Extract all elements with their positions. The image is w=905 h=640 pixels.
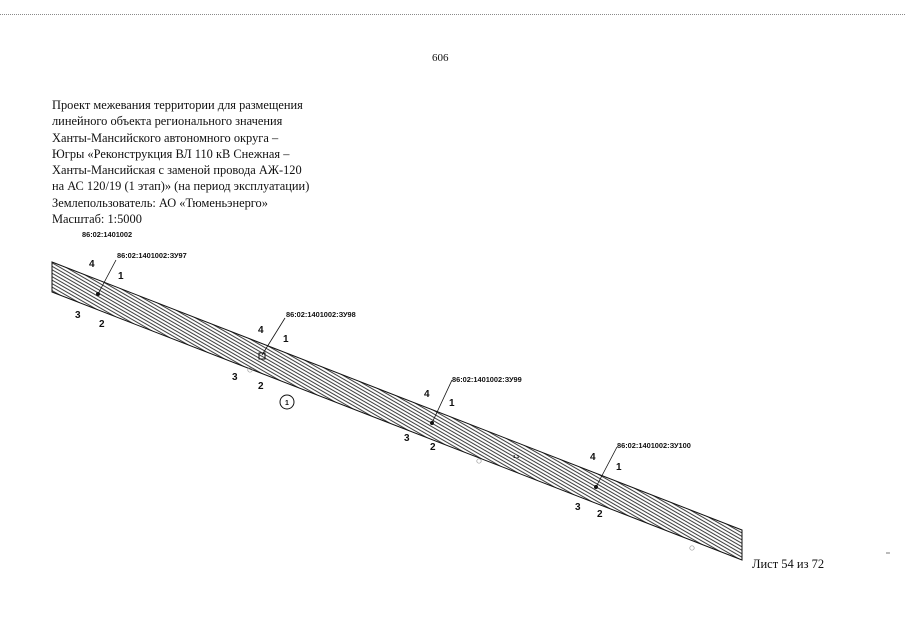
corner-label: 2 (258, 381, 264, 392)
corner-label: 1 (449, 398, 455, 409)
corner-label: 1 (283, 334, 289, 345)
corner-label: 2 (430, 442, 436, 453)
corner-label: 2 (597, 509, 603, 520)
land-user-line: Землепользователь: АО «Тюменьэнерго» (52, 195, 268, 210)
parcel-point (430, 421, 434, 425)
corner-label: 4 (424, 389, 430, 400)
right-of-way-strip (52, 262, 742, 560)
corner-label: 2 (99, 319, 105, 330)
parcel-id-label: 86:02:1401002:ЗУ97 (117, 251, 187, 260)
title-line: на АС 120/19 (1 этап)» (на период эксплуатации) (52, 179, 310, 194)
title-line: линейного объекта регионального значения (52, 114, 283, 129)
cadastral-block-label: 86:02:1401002 (82, 230, 133, 239)
parcel-point (594, 485, 598, 489)
title-line: Югры «Реконструкция ВЛ 110 кВ Снежная – (52, 146, 290, 161)
corner-label: 3 (232, 372, 238, 383)
small-mark-label: 1.1 (513, 454, 520, 459)
page-number: 606 (432, 52, 449, 64)
parcel-id-label: 86:02:1401002:ЗУ99 (452, 375, 522, 384)
corner-label: 4 (258, 325, 264, 336)
sheet-counter: Лист 54 из 72 (752, 557, 825, 571)
survey-mark (690, 546, 694, 550)
corner-label: 3 (75, 310, 81, 321)
title-line: Проект межевания территории для размещения (52, 98, 303, 112)
parcel-point (96, 292, 100, 296)
corner-label: 3 (404, 433, 410, 444)
survey-mark (477, 459, 481, 463)
corner-label: 4 (590, 452, 596, 463)
parcel-id-label: 86:02:1401002:ЗУ98 (286, 310, 356, 319)
parcel-id-label: 86:02:1401002:ЗУ100 (617, 441, 691, 450)
corner-label: 3 (575, 502, 581, 513)
circle-marker (280, 395, 294, 409)
corner-label: 1 (616, 462, 622, 473)
title-line: Ханты-Мансийского автономного округа – (52, 130, 279, 145)
scale-line: Масштаб: 1:5000 (52, 212, 142, 227)
corner-label: 4 (89, 259, 95, 270)
title-line: Ханты-Мансийская с заменой провода АЖ-120 (52, 163, 302, 178)
circle-marker-label: 1 (285, 400, 289, 407)
corner-label: 1 (118, 271, 124, 282)
